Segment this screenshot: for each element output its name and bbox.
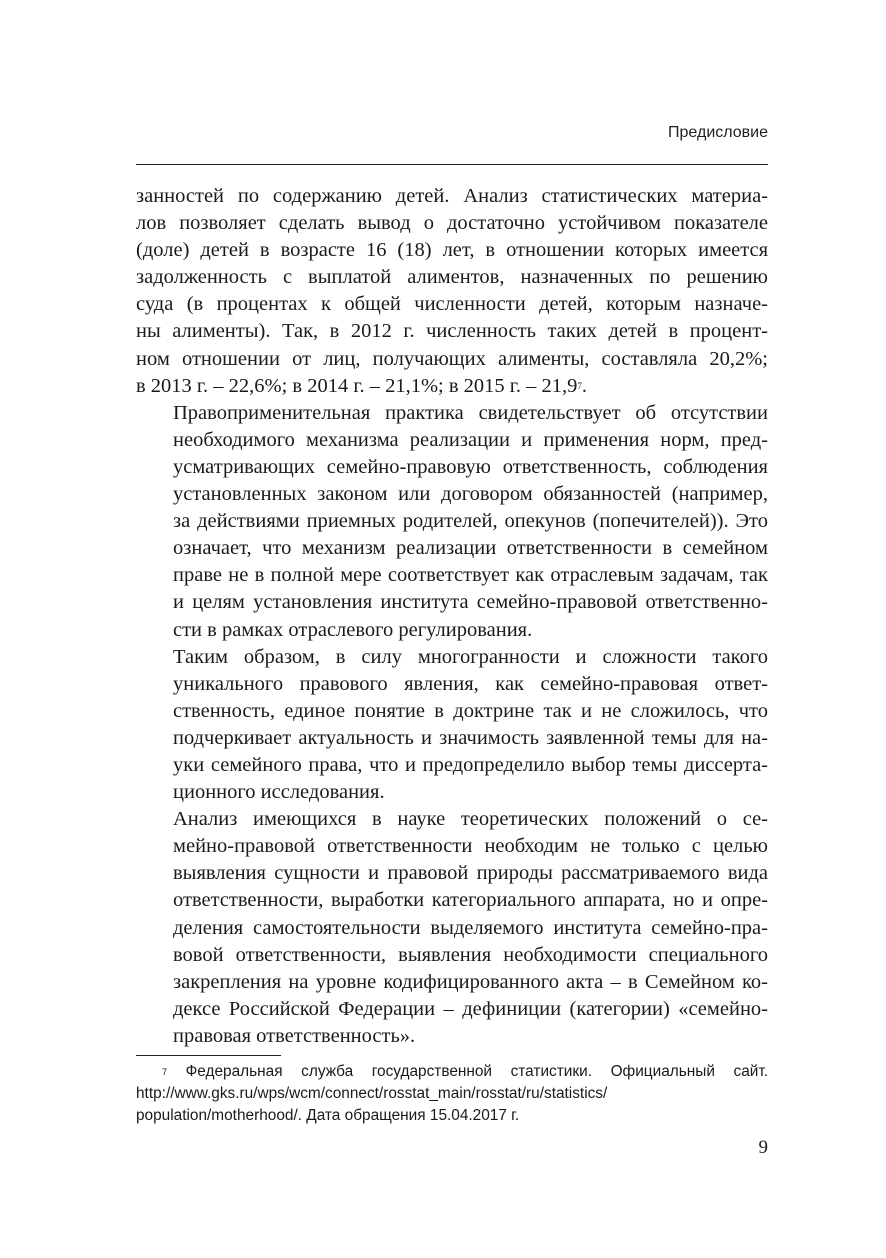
text-line: лов позволяет сделать вывод о достаточно устойчивом показателе [136, 212, 768, 235]
text-line: ном отношении от лиц, получающих алименты, составляла 20,2%; [136, 347, 768, 370]
running-title: Предисловие [668, 124, 768, 141]
text-line: уки семейного права, что и предопределило выбор темы диссерта- [173, 753, 768, 776]
text-line: установленных законом или договором обязанностей (например, [173, 483, 768, 506]
footnote [136, 1061, 768, 1128]
footnote-text: Федеральная служба государственной статистики. Официальный сайт. [185, 1063, 768, 1080]
footnote-number: 7 [162, 1067, 168, 1077]
footnote-line: population/motherhood/. Дата обращения 15.04.2017 г. [136, 1107, 520, 1125]
text-line: (доле) детей в возрасте 16 (18) лет, в отношении которых имеется [136, 239, 768, 262]
footnote-url-line: http://www.gks.ru/wps/wcm/connect/rosstat_main/rosstat/ru/statistics/ [136, 1085, 608, 1103]
text-line: занностей по содержанию детей. Анализ статистических материа- [136, 185, 768, 207]
text-line: вовой ответственности, выявления необходимости специального [173, 943, 768, 966]
text-line: и целям установления института семейно-правовой ответственно- [173, 591, 768, 614]
header-rule [136, 164, 768, 165]
text-line: ционного исследования. [173, 781, 385, 804]
paragraph-3 [136, 644, 768, 807]
text-line: ственность, единое понятие в доктрине так и не сложилось, что [173, 699, 768, 722]
text-line-content: в 2013 г. – 22,6%; в 2014 г. – 21,1%; в 2015 г. – 21,9 [136, 374, 578, 397]
text-line: означает, что механизм реализации ответственности в семейном [173, 537, 768, 560]
text-line: в 2013 г. – 22,6%; в 2014 г. – 21,1%; в 2015 г. – 21,9$^7$. [136, 374, 587, 397]
main-text [136, 183, 768, 1050]
paragraph-1 [136, 183, 768, 400]
text-line: дексе Российской Федерации – дефиниции (категории) «семейно- [173, 997, 768, 1020]
footnote-line [136, 1061, 768, 1083]
text-line: сти в рамках отраслевого регулирования. [173, 618, 533, 641]
text-line: праве не в полной мере соответствует как отраслевым задачам, так [173, 564, 768, 587]
text-line: правовая ответственность». [173, 1024, 416, 1047]
text-line: необходимого механизма реализации и применения норм, пред- [173, 428, 768, 451]
paragraph-4 [136, 806, 768, 1050]
text-line: суда (в процентах к общей численности детей, которым назначе- [136, 293, 768, 316]
text-line: Правоприменительная практика свидетельствует об отсутствии [173, 401, 768, 424]
text-line: деления самостоятельности выделяемого института семейно-пра- [173, 916, 768, 939]
text-line: за действиями приемных родителей, опекунов (попечителей)). Это [173, 510, 768, 533]
text-line: Таким образом, в силу многогранности и сложности такого [173, 645, 768, 668]
text-line: выявления сущности и правовой природы рассматриваемого вида [173, 862, 768, 885]
text-line: задолженность с выплатой алиментов, назначенных по решению [136, 266, 768, 289]
text-line: ответственности, выработки категориального аппарата, но и опре- [173, 889, 768, 912]
text-line: ны алименты). Так, в 2012 г. численность таких детей в процент- [136, 320, 768, 343]
text-line: Анализ имеющихся в науке теоретических положений о се- [173, 808, 768, 831]
text-line: мейно-правовой ответственности необходим не только с целью [173, 835, 768, 858]
text-line: подчеркивает актуальность и значимость заявленной темы для на- [173, 726, 768, 749]
text-line: усматривающих семейно-правовую ответственность, соблюдения [173, 455, 768, 478]
paragraph-2 [136, 400, 768, 644]
footnote-reference: 7 [577, 380, 582, 391]
text-line: уникального правового явления, как семейно-правовая ответ- [173, 672, 768, 695]
page-number: 9 [758, 1137, 768, 1158]
footnote-rule [136, 1055, 281, 1056]
text-line: закрепления на уровне кодифицированного акта – в Семейном ко- [173, 970, 768, 993]
